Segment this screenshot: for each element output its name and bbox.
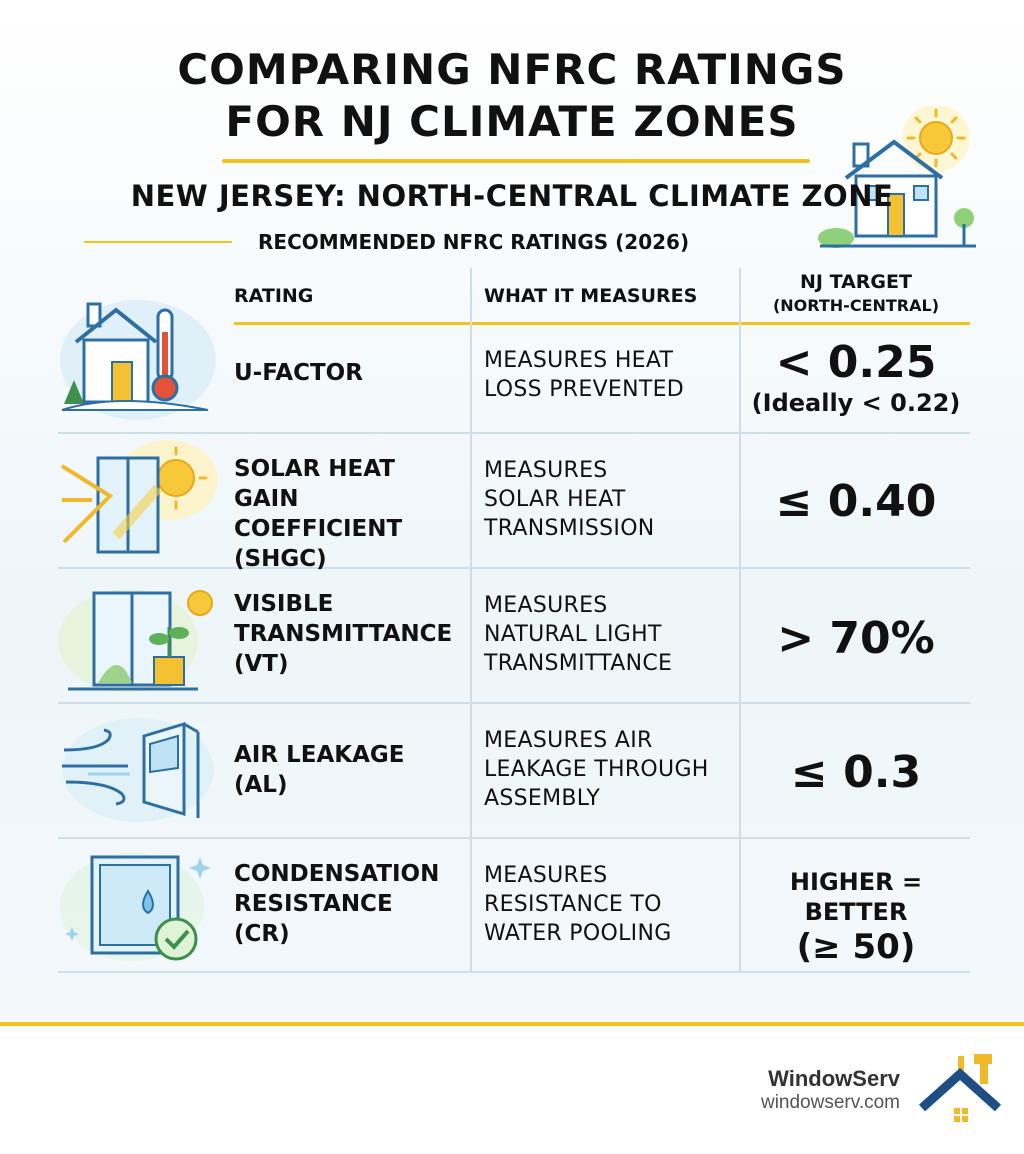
measure-line: ASSEMBLY (484, 786, 601, 811)
table-row (0, 326, 1024, 432)
measure-line: LOSS PREVENTED (484, 377, 685, 402)
measure-line: MEASURES (484, 593, 608, 618)
windowserv-logo-icon (918, 1052, 1004, 1130)
title-line-2: FOR NJ CLIMATE ZONES (225, 97, 799, 146)
column-header-target-line1: NJ TARGET (800, 271, 912, 293)
rating-name (234, 589, 466, 679)
rating-line: U-FACTOR (234, 360, 363, 386)
target-main: HIGHER = BETTER (789, 868, 923, 926)
table-row (0, 704, 1024, 837)
title-line-1: COMPARING NFRC RATINGS (177, 45, 847, 94)
measure-line: RESISTANCE TO (484, 892, 662, 917)
header-underline (234, 322, 970, 325)
row-divider (58, 971, 970, 973)
column-header-target (742, 270, 970, 318)
target-note: (≥ 50) (796, 927, 916, 967)
brand-name: WindowServ (768, 1066, 900, 1091)
rating-line: CONDENSATION (234, 861, 440, 887)
measure-line: MEASURES AIR (484, 728, 653, 753)
measure-text (484, 456, 740, 543)
rating-line: COEFFICIENT (234, 516, 403, 542)
measure-text (484, 861, 740, 948)
measure-line: MEASURES (484, 863, 608, 888)
table-row (0, 569, 1024, 702)
wind-door-icon (58, 710, 218, 830)
window-droplet-check-icon (58, 847, 218, 967)
rating-line: (AL) (234, 772, 288, 798)
measure-line: TRANSMITTANCE (484, 651, 673, 676)
rating-name (234, 740, 466, 800)
rating-line: (VT) (234, 651, 289, 677)
target-main: ≤ 0.3 (790, 747, 922, 798)
column-header-target-line2: (NORTH-CENTRAL) (772, 296, 940, 315)
column-header-measures: WHAT IT MEASURES (484, 285, 698, 307)
target-main: < 0.25 (775, 337, 937, 388)
rating-line: SOLAR HEAT GAIN (234, 456, 395, 512)
rating-line: VISIBLE (234, 591, 334, 617)
rating-name (234, 859, 466, 949)
column-header-rating: RATING (234, 285, 314, 307)
section-rule (84, 241, 232, 243)
measure-line: MEASURES HEAT (484, 348, 674, 373)
window-plant-icon (58, 577, 218, 697)
rating-name (234, 358, 466, 388)
target-note: (Ideally < 0.22) (751, 389, 961, 417)
rating-line: TRANSMITTANCE (234, 621, 453, 647)
target-value (742, 614, 970, 664)
measure-text (484, 591, 740, 678)
target-main: ≤ 0.40 (775, 476, 937, 527)
rating-line: AIR LEAKAGE (234, 742, 405, 768)
table-row (0, 839, 1024, 971)
measure-line: TRANSMISSION (484, 516, 655, 541)
rating-line: (SHGC) (234, 546, 327, 572)
measure-text (484, 346, 740, 404)
rating-line: RESISTANCE (234, 891, 393, 917)
rating-name (234, 454, 466, 574)
target-value (742, 477, 970, 527)
target-main: > 70% (777, 613, 935, 664)
measure-line: SOLAR HEAT (484, 487, 626, 512)
measure-line: NATURAL LIGHT (484, 622, 662, 647)
measure-line: LEAKAGE THROUGH (484, 757, 709, 782)
measure-line: WATER POOLING (484, 921, 672, 946)
window-sun-icon (58, 440, 218, 560)
brand-url: windowserv.com (760, 1092, 900, 1113)
house-thermometer-icon (58, 292, 218, 422)
target-value (742, 338, 970, 418)
table-row (0, 434, 1024, 572)
rating-line: (CR) (234, 921, 290, 947)
title-underline (222, 159, 810, 163)
section-label: RECOMMENDED NFRC RATINGS (2026) (258, 230, 690, 254)
measure-line: MEASURES (484, 458, 608, 483)
target-value (742, 867, 970, 967)
measure-text (484, 726, 740, 813)
subtitle: NEW JERSEY: NORTH-CENTRAL CLIMATE ZONE (130, 179, 894, 213)
target-value (742, 748, 970, 798)
